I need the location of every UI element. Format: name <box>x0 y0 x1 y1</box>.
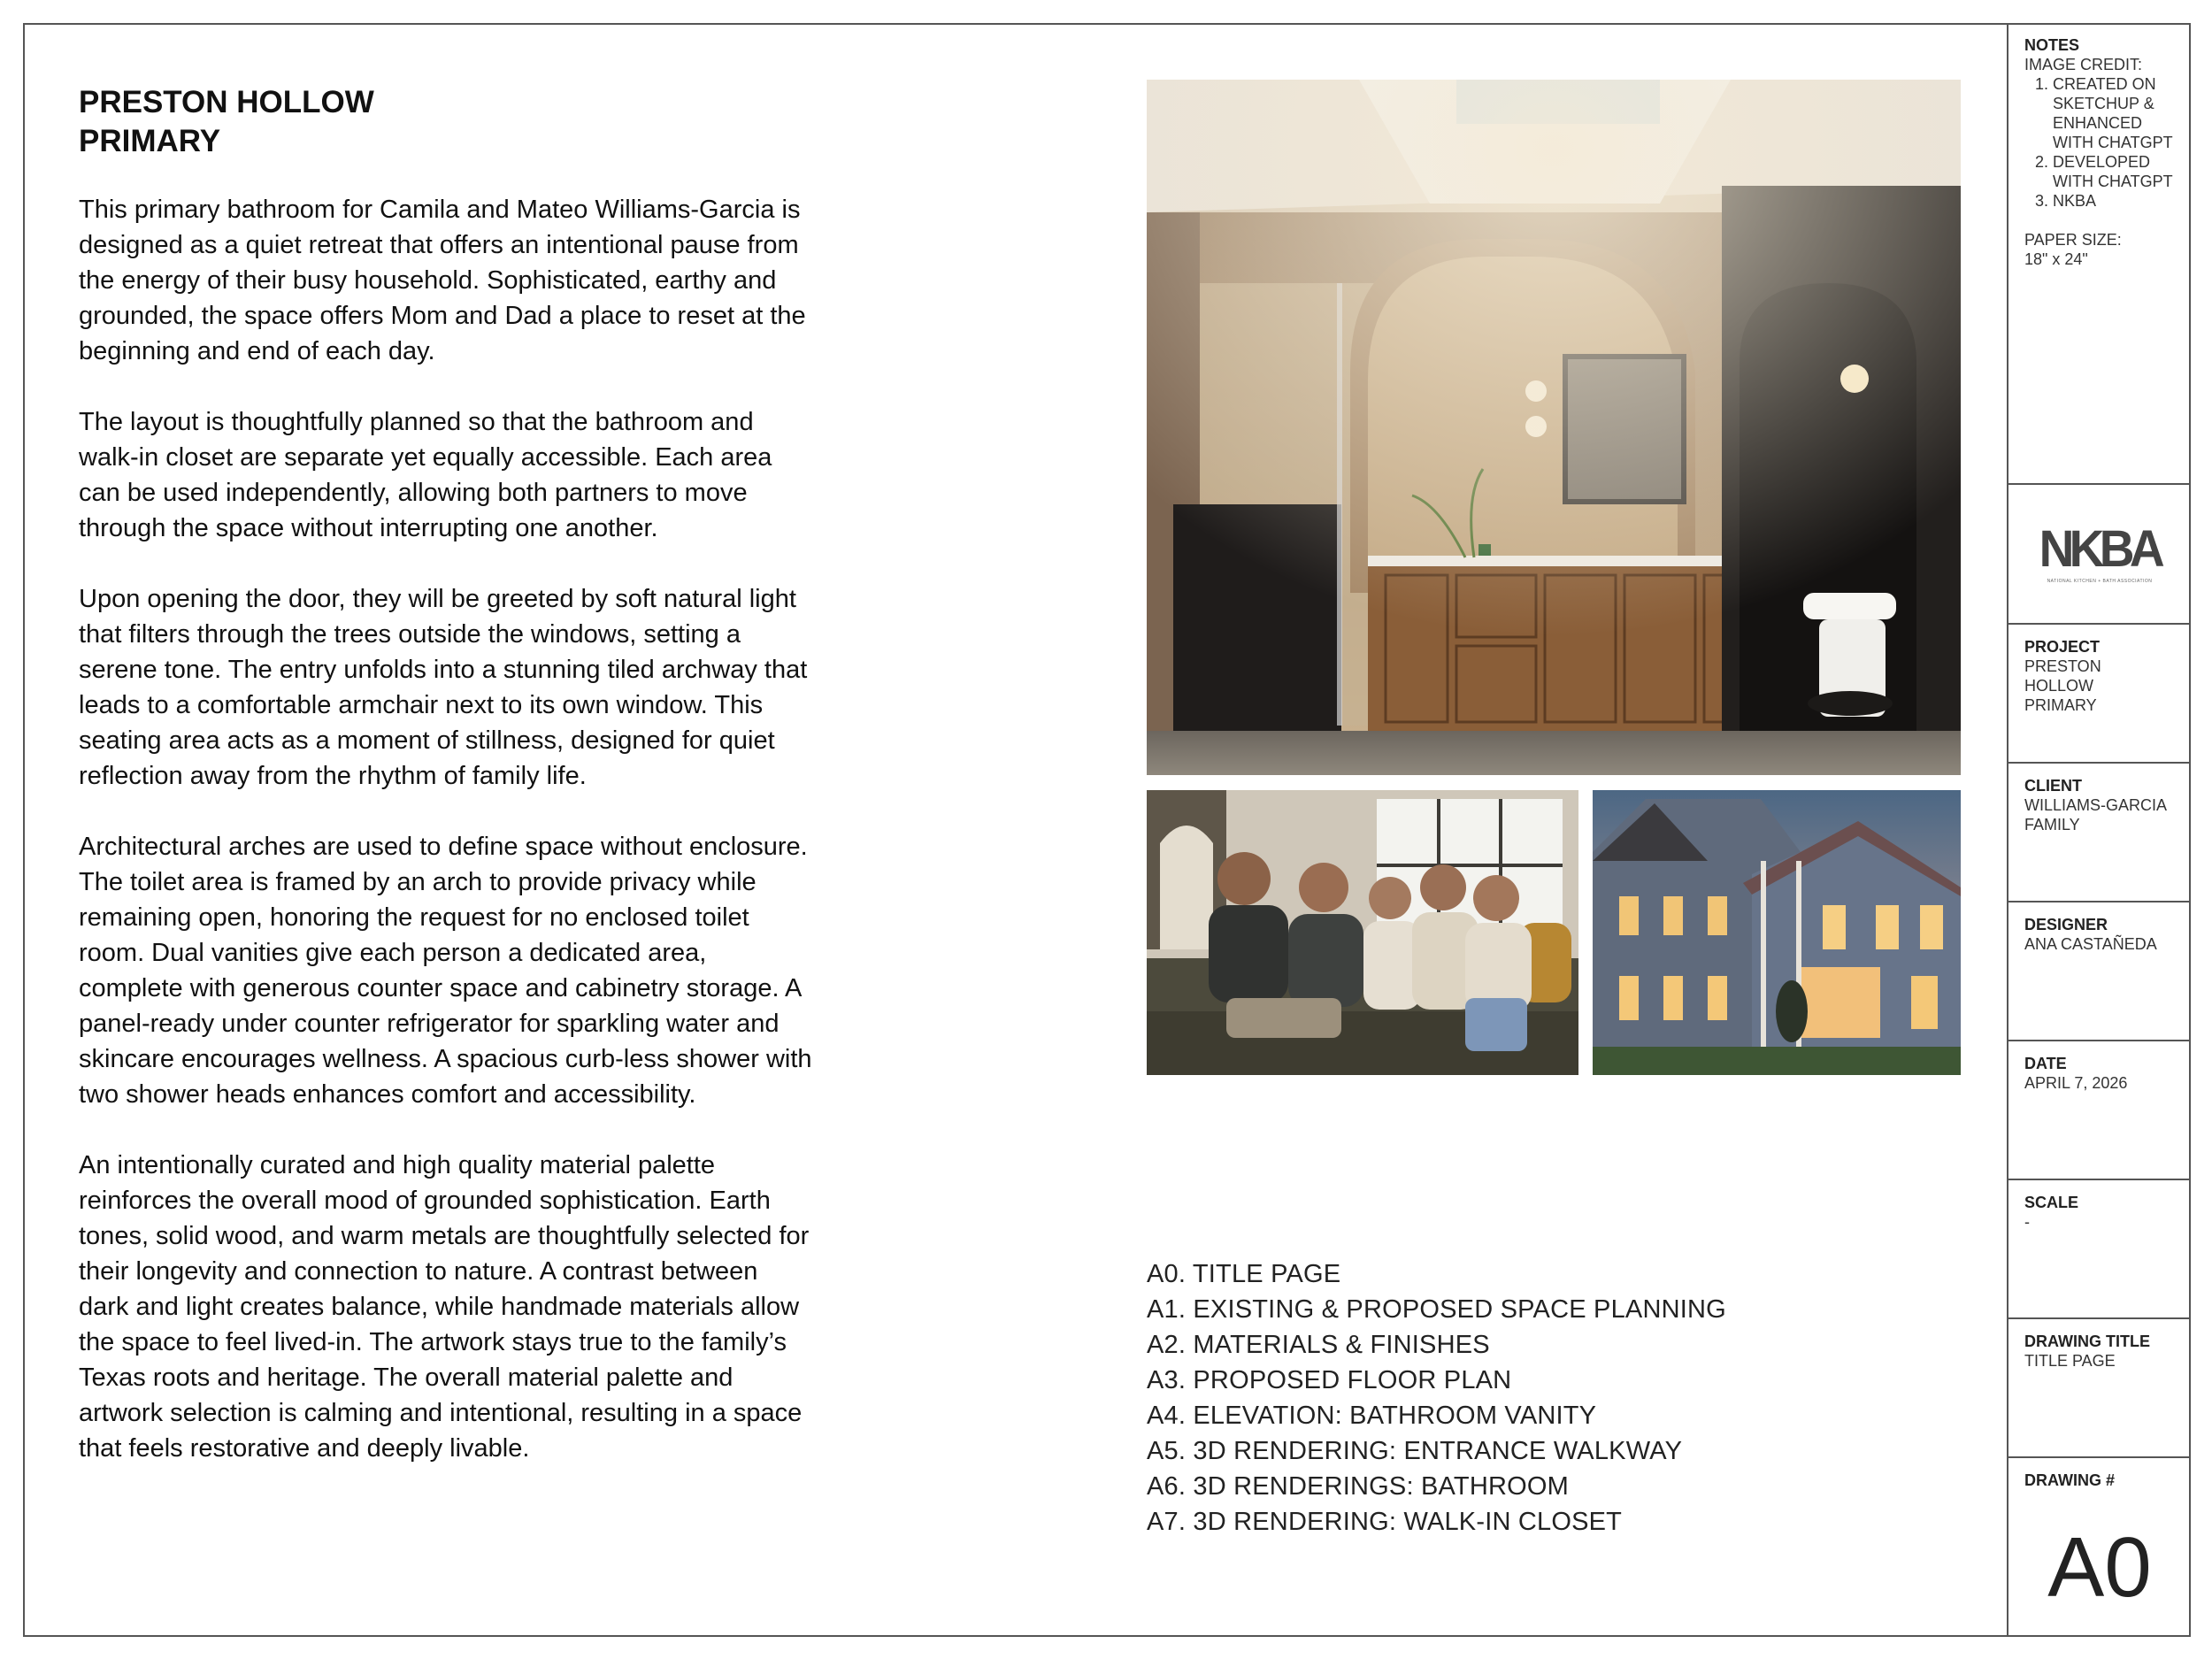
client-label: CLIENT <box>2024 777 2082 795</box>
sheet-index-item: A2. MATERIALS & FINISHES <box>1147 1331 1490 1359</box>
bathroom-rendering-illustration <box>1147 80 1961 775</box>
designer-label: DESIGNER <box>2024 916 2108 933</box>
sheet-index-item: A0. TITLE PAGE <box>1147 1260 1341 1288</box>
client-cell <box>2008 764 2191 902</box>
bathroom-rendering-image <box>1147 80 1961 775</box>
family-photo-illustration <box>1147 790 1578 1075</box>
image-credit-item: 2. DEVELOPED WITH CHATGPT <box>2053 152 2175 191</box>
date-cell <box>2008 1041 2191 1180</box>
paper-size-label: PAPER SIZE: <box>2024 231 2122 249</box>
sheet-index-item: A7. 3D RENDERING: WALK-IN CLOSET <box>1147 1508 1623 1536</box>
scale-label: SCALE <box>2024 1194 2079 1211</box>
image-credit-item: 3. NKBA <box>2053 191 2175 211</box>
page-title-line-1: PRESTON HOLLOW <box>79 85 374 119</box>
scale-cell <box>2008 1180 2191 1319</box>
drawing-number-value: A0 <box>2047 1520 2152 1615</box>
drawing-number-cell <box>2008 1458 2191 1633</box>
house-exterior-illustration <box>1593 790 1961 1075</box>
title-block <box>2007 23 2191 1637</box>
image-credit-list <box>2024 74 2175 211</box>
page-title-line-2: PRIMARY <box>79 124 221 158</box>
page-title <box>79 83 374 161</box>
image-credit-label: IMAGE CREDIT: <box>2024 56 2143 73</box>
description-paragraph: The layout is thoughtfully planned so that the bathroom and walk-in closet are separate yet equally accessible. Each area can be used independently, allowing both partners to move through the space without interrupting one another. <box>79 408 772 542</box>
house-exterior-photo <box>1593 790 1961 1075</box>
designer-cell <box>2008 902 2191 1041</box>
description-paragraph: Upon opening the door, they will be greeted by soft natural light that filters through the trees outside the windows, setting a serene tone. The entry unfolds into a stunning tiled archway that leads to a comfortable armchair next to its own window. This seating area acts as a moment of stillness, designed for quiet reflection away from the rhythm of family life. <box>79 585 808 790</box>
date-value: APRIL 7, 2026 <box>2024 1074 2128 1092</box>
project-label: PROJECT <box>2024 638 2101 656</box>
nkba-logo <box>2008 485 2191 623</box>
drawing-title-label: DRAWING TITLE <box>2024 1333 2150 1350</box>
drawing-title-value: TITLE PAGE <box>2024 1352 2116 1370</box>
sheet-index-item: A4. ELEVATION: BATHROOM VANITY <box>1147 1402 1597 1430</box>
sheet-index-list <box>1147 1256 1726 1540</box>
notes-cell <box>2008 23 2191 485</box>
designer-value: ANA CASTAÑEDA <box>2024 935 2157 953</box>
date-label: DATE <box>2024 1055 2067 1072</box>
client-value: WILLIAMS-GARCIA FAMILY <box>2024 796 2167 833</box>
sheet-index-item: A6. 3D RENDERINGS: BATHROOM <box>1147 1472 1569 1501</box>
description-paragraph: This primary bathroom for Camila and Mateo Williams-Garcia is designed as a quiet retreat that offers an intentional pause from the energy of their busy household. Sophisticated, earthy and grounded, the space offers Mom and Dad a place to reset at the beginning and end of each day. <box>79 196 806 365</box>
project-value: PRESTON HOLLOW PRIMARY <box>2024 657 2101 714</box>
scale-value: - <box>2024 1213 2030 1231</box>
logo-cell <box>2008 485 2191 625</box>
sheet-index-item: A5. 3D RENDERING: ENTRANCE WALKWAY <box>1147 1437 1683 1465</box>
nkba-logo-subtext: NATIONAL KITCHEN + BATH ASSOCIATION <box>2047 579 2153 584</box>
drawing-title-cell <box>2008 1319 2191 1458</box>
paper-size-value: 18" x 24" <box>2024 250 2088 268</box>
notes-label: NOTES <box>2024 36 2080 54</box>
family-photo <box>1147 790 1578 1075</box>
sheet-index-item: A1. EXISTING & PROPOSED SPACE PLANNING <box>1147 1295 1726 1324</box>
description-paragraph: Architectural arches are used to define space without enclosure. The toilet area is framed by an arch to provide privacy while remaining open, honoring the request for no enclosed toilet room. Dual vanities give each person a dedicated area, complete with generous counter space and cabinetry storage. A panel-ready under counter refrigerator for sparkling water and skincare encourages wellness. A spacious curb-less shower with two shower heads enhances comfort and accessibility. <box>79 833 812 1109</box>
nkba-logo-text: NKBA <box>2039 520 2161 578</box>
project-description <box>79 192 813 1502</box>
description-paragraph: An intentionally curated and high quality material palette reinforces the overall mood of grounded sophistication. Earth tones, solid wood, and warm metals are thoughtfully selected for their longevity and connection to nature. A contrast between dark and light creates balance, while handmade materials allow the space to feel lived-in. The artwork stays true to the family’s Texas roots and heritage. The overall material palette and artwork selection is calming and intentional, resulting in a space that feels restorative and deeply livable. <box>79 1151 810 1463</box>
drawing-number-label: DRAWING # <box>2024 1471 2116 1489</box>
sheet-index-item: A3. PROPOSED FLOOR PLAN <box>1147 1366 1512 1394</box>
project-cell <box>2008 625 2191 764</box>
image-credit-item: 1. CREATED ON SKETCHUP & ENHANCED WITH CHATGPT <box>2053 74 2175 152</box>
